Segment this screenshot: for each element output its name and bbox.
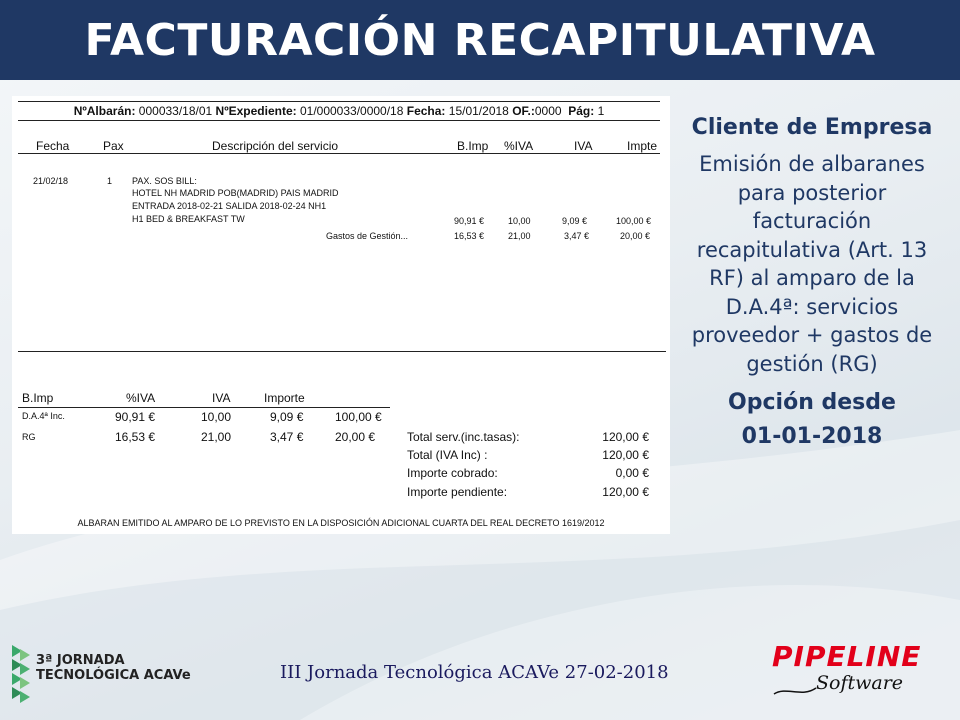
option-line-2: 01-01-2018 bbox=[741, 424, 883, 449]
line-desc-4: H1 BED & BREAKFAST TW bbox=[132, 214, 245, 224]
col-bimp: B.Imp bbox=[457, 139, 489, 153]
gastos-piva: 21,00 bbox=[508, 231, 531, 241]
option-line-1: Opción desde bbox=[728, 390, 896, 415]
jornada-logo-mark-icon bbox=[10, 643, 32, 705]
right-panel bbox=[682, 112, 942, 454]
expediente-label: NºExpediente: bbox=[215, 104, 297, 118]
albaran-value: 000033/18/01 bbox=[138, 104, 213, 118]
section-divider bbox=[18, 351, 666, 352]
pipeline-logo-word: PIPELINE bbox=[772, 640, 922, 673]
line-impte: 100,00 € bbox=[616, 216, 652, 226]
total-serv-value: 120,00 € bbox=[602, 430, 649, 444]
invoice-document bbox=[12, 96, 670, 534]
invoice-legal-footer: ALBARAN EMITIDO AL AMPARO DE LO PREVISTO EN LA DISPOSICIÓN ADICIONAL CUARTA DEL REAL DECRETO 1619/2012 bbox=[77, 518, 605, 528]
sum-row1-bimp: 90,91 € bbox=[115, 410, 156, 424]
of-value: 0000 bbox=[534, 104, 562, 118]
line-piva: 10,00 bbox=[508, 216, 531, 226]
jornada-line-1: 3ª JORNADA bbox=[36, 653, 125, 668]
sum-row1-importe: 100,00 € bbox=[335, 410, 382, 424]
sum-row1-label: D.A.4ª Inc. bbox=[22, 411, 65, 421]
sum-row1-iva: 9,09 € bbox=[270, 410, 304, 424]
col-pax: Pax bbox=[103, 139, 124, 153]
total-row-serv bbox=[407, 430, 649, 444]
col-impte: Impte bbox=[627, 139, 658, 153]
sum-head-iva: IVA bbox=[212, 391, 231, 405]
line-bimp: 90,91 € bbox=[454, 216, 485, 226]
title-bar bbox=[0, 0, 960, 80]
pag-label: Pág: bbox=[568, 104, 595, 118]
line-desc-1: PAX. SOS BILL: bbox=[132, 176, 197, 186]
gastos-label: Gastos de Gestión... bbox=[326, 231, 409, 241]
jornada-logo-text bbox=[36, 653, 191, 683]
sum-row1-piva: 10,00 bbox=[201, 410, 232, 424]
fecha-value: 15/01/2018 bbox=[448, 104, 509, 118]
pipeline-logo bbox=[768, 640, 950, 706]
sum-head-importe: Importe bbox=[264, 391, 305, 405]
summary-underline bbox=[18, 407, 390, 408]
line-iva: 9,09 € bbox=[562, 216, 588, 226]
sum-row2-importe: 20,00 € bbox=[335, 430, 376, 444]
total-serv-label: Total serv.(inc.tasas): bbox=[407, 430, 520, 444]
sum-row2-piva: 21,00 bbox=[201, 430, 232, 444]
total-row-iva bbox=[407, 448, 649, 462]
col-fecha: Fecha bbox=[36, 139, 70, 153]
slide-title: FACTURACIÓN RECAPITULATIVA bbox=[84, 14, 876, 66]
total-row-pendiente bbox=[407, 485, 649, 499]
pag-value: 1 bbox=[597, 104, 605, 118]
gastos-impte: 20,00 € bbox=[620, 231, 651, 241]
col-iva: IVA bbox=[574, 139, 593, 153]
albaran-label: NºAlbarán: bbox=[73, 104, 136, 118]
col-descripcion: Descripción del servicio bbox=[212, 139, 339, 153]
gastos-iva: 3,47 € bbox=[564, 231, 590, 241]
total-iva-label: Total (IVA Inc) : bbox=[407, 448, 488, 462]
total-pendiente-value: 120,00 € bbox=[602, 485, 649, 499]
total-cobrado-value: 0,00 € bbox=[615, 466, 649, 480]
expediente-value: 01/000033/0000/18 bbox=[299, 104, 404, 118]
line-desc-3: ENTRADA 2018-02-21 SALIDA 2018-02-24 NH1 bbox=[132, 201, 327, 211]
total-pendiente-label: Importe pendiente: bbox=[407, 485, 508, 499]
total-iva-value: 120,00 € bbox=[602, 448, 649, 462]
invoice-header bbox=[18, 101, 660, 121]
sum-row2-iva: 3,47 € bbox=[270, 430, 304, 444]
col-piva: %IVA bbox=[504, 139, 534, 153]
event-footer-text: III Jornada Tecnológica ACAVe 27-02-2018 bbox=[280, 662, 669, 683]
pipeline-logo-software: Software bbox=[816, 672, 904, 694]
gastos-bimp: 16,53 € bbox=[454, 231, 485, 241]
line-pax: 1 bbox=[107, 176, 113, 186]
sum-row2-label: RG bbox=[22, 432, 36, 442]
of-label: OF.: bbox=[512, 104, 535, 118]
total-row-cobrado bbox=[407, 466, 649, 480]
fecha-label: Fecha: bbox=[406, 104, 446, 118]
line-desc-2: HOTEL NH MADRID POB(MADRID) PAIS MADRID bbox=[132, 188, 339, 198]
sum-head-bimp: B.Imp bbox=[22, 391, 54, 405]
sum-row2-bimp: 16,53 € bbox=[115, 430, 156, 444]
total-cobrado-label: Importe cobrado: bbox=[407, 466, 498, 480]
right-panel-heading: Cliente de Empresa bbox=[691, 115, 933, 140]
invoice-column-headers bbox=[18, 136, 660, 154]
sum-head-piva: %IVA bbox=[126, 391, 156, 405]
jornada-line-2: TECNOLÓGICA ACAVe bbox=[36, 668, 191, 683]
right-panel-body: Emisión de albaranes para posterior facturación recapitulativa (Art. 13 RF) al amparo de la D.A.4ª: servicios proveedor + gastos de gestión (RG) bbox=[691, 152, 933, 376]
jornada-logo bbox=[10, 643, 200, 705]
line-fecha: 21/02/18 bbox=[33, 176, 69, 186]
